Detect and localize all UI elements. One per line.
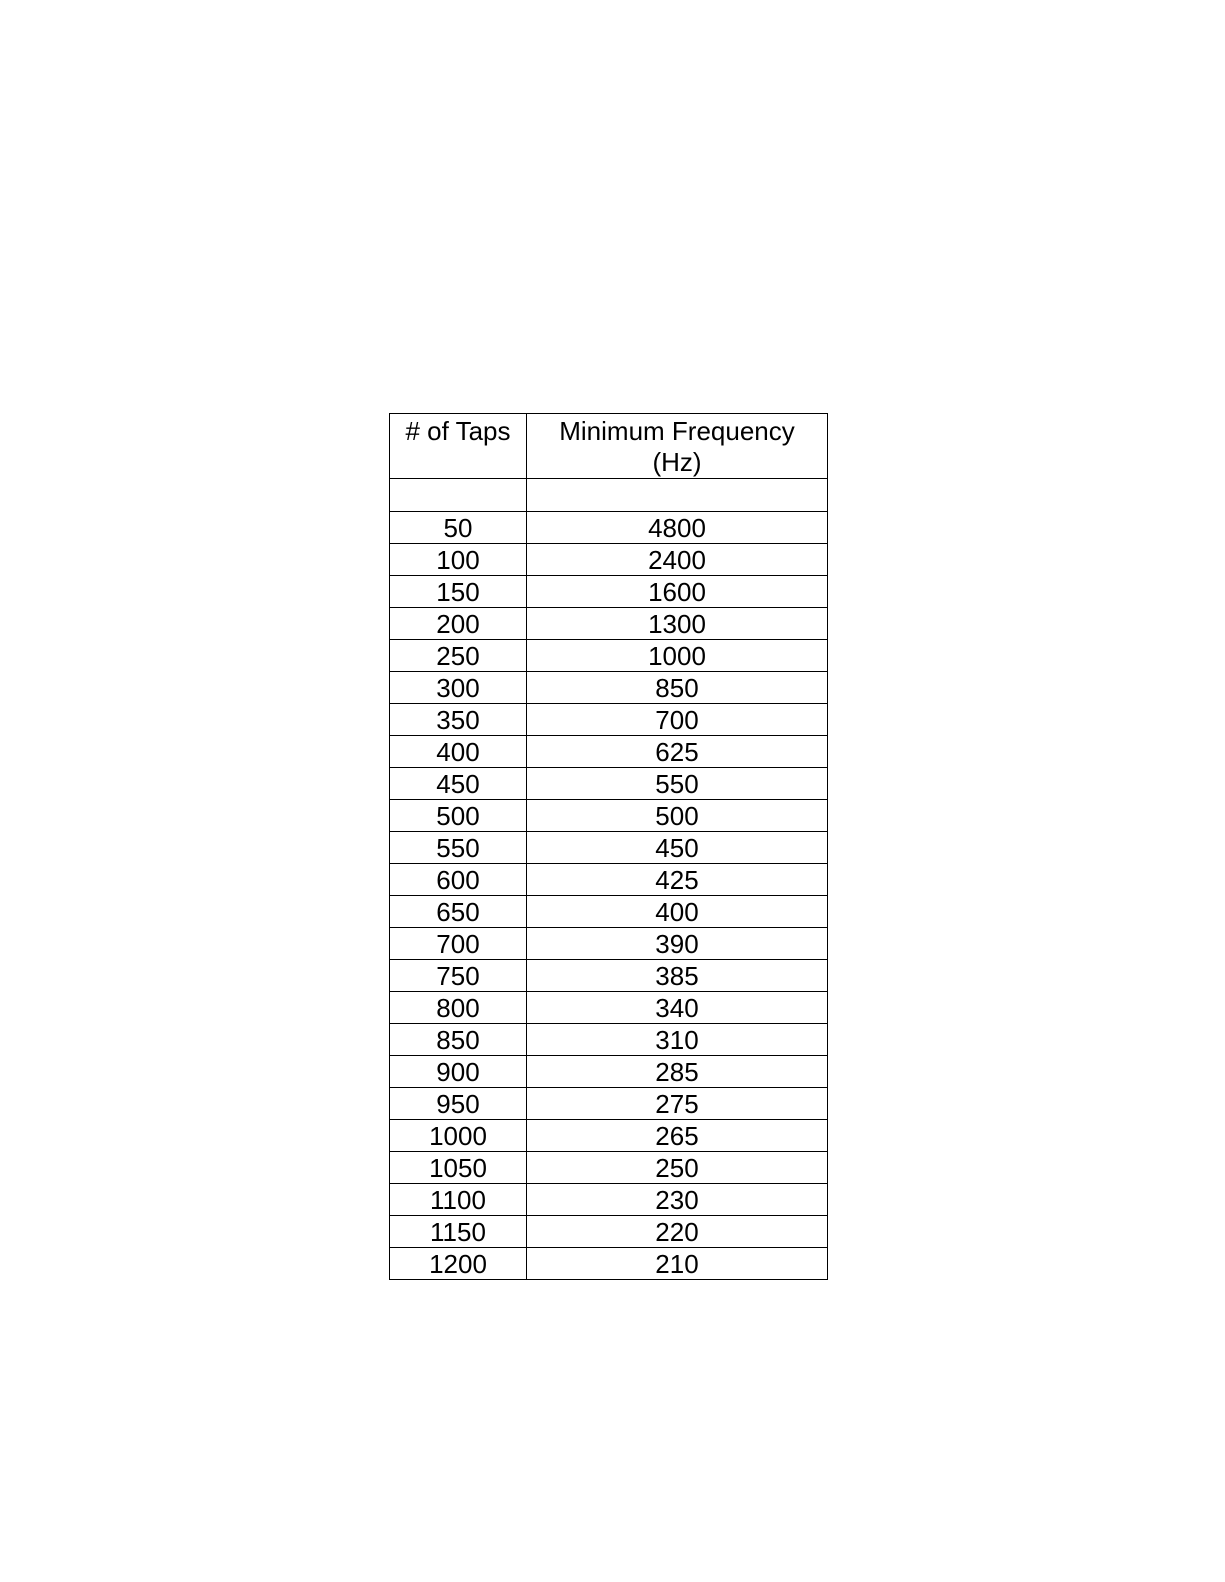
table-row: [390, 768, 828, 800]
taps-cell: 650: [390, 896, 527, 928]
frequency-cell: 275: [527, 1088, 828, 1120]
table-row: [390, 1088, 828, 1120]
frequency-cell: 1300: [527, 608, 828, 640]
taps-cell: 50: [390, 512, 527, 544]
table-row: [390, 512, 828, 544]
frequency-cell: 700: [527, 704, 828, 736]
frequency-cell: 425: [527, 864, 828, 896]
taps-cell: 400: [390, 736, 527, 768]
table-row: [390, 992, 828, 1024]
frequency-cell: 400: [527, 896, 828, 928]
frequency-cell: 310: [527, 1024, 828, 1056]
table-row: [390, 1216, 828, 1248]
frequency-cell: 550: [527, 768, 828, 800]
taps-cell: 600: [390, 864, 527, 896]
table-row: [390, 928, 828, 960]
frequency-cell: 4800: [527, 512, 828, 544]
header-taps-label: # of Taps: [405, 416, 511, 446]
taps-cell: 800: [390, 992, 527, 1024]
taps-cell: 750: [390, 960, 527, 992]
frequency-cell: 625: [527, 736, 828, 768]
taps-cell: 1050: [390, 1152, 527, 1184]
table-row: [390, 544, 828, 576]
table-row: [390, 960, 828, 992]
taps-cell: 300: [390, 672, 527, 704]
table-row: [390, 1184, 828, 1216]
header-taps: [390, 414, 527, 479]
table-row: [390, 864, 828, 896]
frequency-cell: 285: [527, 1056, 828, 1088]
frequency-cell: 340: [527, 992, 828, 1024]
taps-cell: 1200: [390, 1248, 527, 1280]
table-row: [390, 736, 828, 768]
table-row: [390, 672, 828, 704]
taps-frequency-table: [389, 413, 828, 1280]
taps-cell: 250: [390, 640, 527, 672]
header-frequency-label: Minimum Frequency: [559, 416, 795, 446]
frequency-cell: 210: [527, 1248, 828, 1280]
table-row: [390, 1056, 828, 1088]
frequency-cell: 390: [527, 928, 828, 960]
empty-cell: [527, 479, 828, 512]
frequency-cell: 250: [527, 1152, 828, 1184]
taps-cell: 850: [390, 1024, 527, 1056]
taps-cell: 550: [390, 832, 527, 864]
taps-cell: 900: [390, 1056, 527, 1088]
table-row: [390, 1248, 828, 1280]
header-frequency-unit: (Hz): [652, 447, 702, 477]
frequency-cell: 500: [527, 800, 828, 832]
frequency-cell: 850: [527, 672, 828, 704]
frequency-cell: 1000: [527, 640, 828, 672]
table-row: [390, 800, 828, 832]
table-row: [390, 832, 828, 864]
header-minimum-frequency: [527, 414, 828, 479]
table-row: [390, 1024, 828, 1056]
frequency-cell: 220: [527, 1216, 828, 1248]
table-header-row: [390, 414, 828, 479]
taps-cell: 150: [390, 576, 527, 608]
frequency-cell: 385: [527, 960, 828, 992]
table-row: [390, 576, 828, 608]
table-row: [390, 1120, 828, 1152]
empty-row: [390, 479, 828, 512]
table-body: [390, 479, 828, 1280]
taps-cell: 450: [390, 768, 527, 800]
table-row: [390, 896, 828, 928]
taps-cell: 1100: [390, 1184, 527, 1216]
frequency-cell: 265: [527, 1120, 828, 1152]
empty-cell: [390, 479, 527, 512]
taps-cell: 700: [390, 928, 527, 960]
taps-cell: 200: [390, 608, 527, 640]
frequency-cell: 230: [527, 1184, 828, 1216]
taps-cell: 1000: [390, 1120, 527, 1152]
taps-cell: 1150: [390, 1216, 527, 1248]
frequency-cell: 450: [527, 832, 828, 864]
table-row: [390, 640, 828, 672]
frequency-cell: 2400: [527, 544, 828, 576]
table-row: [390, 1152, 828, 1184]
table-row: [390, 608, 828, 640]
taps-cell: 350: [390, 704, 527, 736]
taps-cell: 100: [390, 544, 527, 576]
taps-cell: 950: [390, 1088, 527, 1120]
taps-cell: 500: [390, 800, 527, 832]
table-row: [390, 704, 828, 736]
frequency-cell: 1600: [527, 576, 828, 608]
